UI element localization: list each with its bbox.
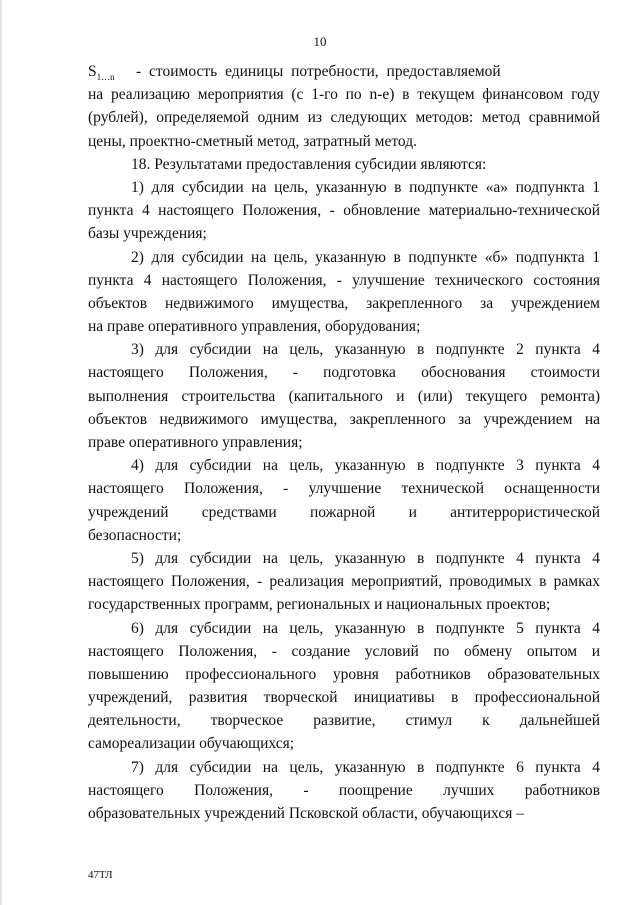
text-line: настоящего Положения, - подготовка обоснования стоимости <box>88 364 600 382</box>
document-body <box>88 60 600 825</box>
text-line: настоящего Положения, - поощрение лучших работников <box>88 781 600 799</box>
text-line: 4) для субсидии на цель, указанную в подпункте 3 пункта 4 <box>131 457 600 475</box>
paragraph <box>88 547 600 617</box>
text-line: объектов недвижимого имущества, закрепленного за учреждением <box>88 294 600 312</box>
text-line <box>88 60 600 83</box>
text-line: пункта 4 настоящего Положения, - улучшение технического состояния <box>88 271 600 289</box>
text-line: базы учреждения; <box>88 225 207 243</box>
text-line: пункта 4 настоящего Положения, - обновление материально-технической <box>88 202 600 220</box>
paragraph <box>88 176 600 246</box>
footer-code: 47ТЛ <box>88 869 113 881</box>
paragraph <box>88 338 600 454</box>
symbol-base: S <box>88 63 97 80</box>
text-line: (рублей), определяемой одним из следующих методов: метод сравнимой <box>88 109 600 127</box>
text-line: учреждений, развития творческой инициативы в профессиональной <box>88 689 600 707</box>
text-line: повышению профессионального уровня работников образовательных <box>88 665 600 683</box>
text-line: 2) для субсидии на цель, указанную в подпункте «б» подпункта 1 <box>131 248 600 266</box>
scan-edge <box>0 0 2 905</box>
text-line: настоящего Положения, - реализация мероприятий, проводимых в рамках <box>88 573 600 591</box>
paragraph <box>88 153 600 176</box>
text-line: 5) для субсидии на цель, указанную в подпункте 4 пункта 4 <box>131 549 600 567</box>
page-number: 10 <box>313 34 327 49</box>
text-line: праве оперативного управления; <box>88 434 303 451</box>
symbol-subscript: 1…n <box>96 72 115 83</box>
text-line: 18. Результатами предоставления субсидии являются: <box>131 155 487 173</box>
text-line: 7) для субсидии на цель, указанную в подпункте 6 пункта 4 <box>131 758 600 776</box>
text-line: настоящего Положения, - создание условий по обмену опытом и <box>88 642 600 660</box>
text-line: настоящего Положения, - улучшение технической оснащенности <box>88 480 600 498</box>
text-line: на реализацию мероприятия (с 1-го по n-е) в текущем финансовом году <box>88 86 600 104</box>
text-line: государственных программ, региональных и национальных проектов; <box>88 596 551 614</box>
text-line: 6) для субсидии на цель, указанную в подпункте 5 пункта 4 <box>131 619 600 637</box>
line-text: - стоимость единицы потребности, предоставляемой <box>136 63 501 80</box>
text-line: 1) для субсидии на цель, указанную в подпункте «а» подпункта 1 <box>131 178 600 196</box>
text-line: образовательных учреждений Псковской области, обучающихся – <box>88 805 524 822</box>
text-line: объектов недвижимого имущества, закрепленного за учреждением на <box>88 410 600 428</box>
text-line: самореализации обучающихся; <box>88 735 295 753</box>
text-line: учреждений средствами пожарной и антитеррористической <box>88 503 600 521</box>
paragraph <box>88 617 600 756</box>
text-line: на праве оперативного управления, оборудования; <box>88 318 421 336</box>
text-line: выполнения строительства (капитального и (или) текущего ремонта) <box>88 387 600 405</box>
text-line: безопасности; <box>88 526 182 544</box>
text-line: 3) для субсидии на цель, указанную в подпункте 2 пункта 4 <box>131 341 600 359</box>
text-line: цены, проектно-сметный метод, затратный метод. <box>88 132 417 150</box>
paragraph <box>88 60 600 153</box>
paragraph <box>88 454 600 547</box>
paragraph <box>88 756 600 826</box>
paragraph <box>88 246 600 339</box>
text-line: деятельности, творческое развитие, стимул к дальнейшей <box>88 712 600 730</box>
